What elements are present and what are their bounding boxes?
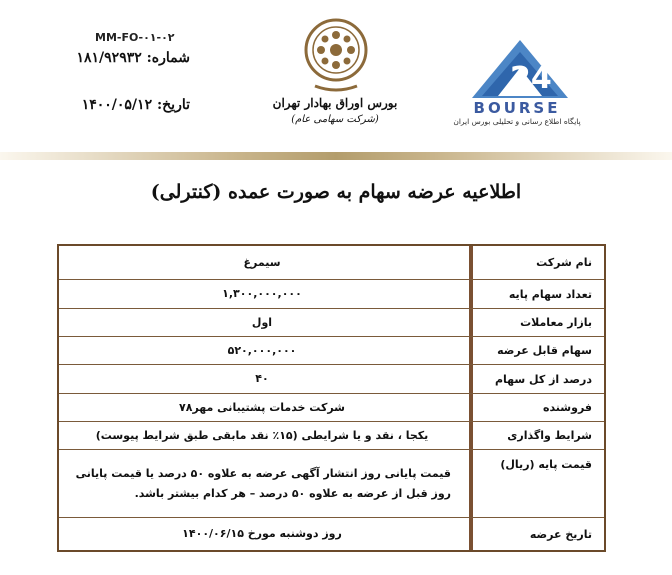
row-label: تعداد سهام پایه bbox=[469, 280, 604, 308]
row-value: سیمرغ bbox=[243, 255, 281, 269]
row-label: درصد از کل سهام bbox=[469, 365, 604, 393]
row-value: اول bbox=[251, 315, 273, 329]
row-label: فروشنده bbox=[469, 394, 604, 421]
tse-emblem-icon bbox=[303, 14, 369, 102]
row-label: شرایط واگذاری bbox=[469, 422, 604, 449]
letter-header bbox=[0, 0, 672, 160]
offering-details-table bbox=[57, 244, 606, 552]
row-value: ۱,۳۰۰,۰۰۰,۰۰۰ bbox=[222, 287, 302, 300]
row-label: قیمت پایه (ریال) bbox=[469, 450, 604, 517]
table-row bbox=[59, 422, 604, 450]
row-value: روز دوشنبه مورخ ۱۴۰۰/۰۶/۱۵ bbox=[182, 527, 342, 540]
row-value: ۵۲۰,۰۰۰,۰۰۰ bbox=[227, 343, 297, 357]
table-row bbox=[59, 280, 604, 309]
reference-number: شماره: ۱۸۱/۹۲۹۳۲ bbox=[76, 50, 190, 66]
exchange-name: بورس اوراق بهادار تهران bbox=[272, 96, 398, 110]
row-label: بازار معاملات bbox=[469, 309, 604, 336]
letter-date: تاریخ: ۱۴۰۰/۰۵/۱۲ bbox=[81, 97, 190, 113]
bourse-wordmark: BOURSE bbox=[473, 99, 561, 117]
row-label: نام شرکت bbox=[469, 246, 604, 279]
row-value: قیمت پایانی روز انتشار آگهی عرضه به علاوه ۵۰ درصد یا قیمت پایانی روز قبل از عرضه به علاوه ۵۰ درصد – هر کدام بیشتر باشد. bbox=[75, 466, 451, 500]
row-label: سهام قابل عرضه bbox=[469, 337, 604, 364]
row-value: یکجا ، نقد و یا شرایطی (۱۵٪ نقد مابقی طبق شرایط پیوست) bbox=[95, 428, 429, 442]
table-row bbox=[59, 450, 604, 518]
row-label: تاریخ عرضه bbox=[469, 518, 604, 550]
row-value: ۴۰ bbox=[255, 372, 269, 385]
row-value: شرکت خدمات پشتیبانی مهر۷۸ bbox=[179, 400, 346, 414]
svg-text:24: 24 bbox=[510, 61, 552, 96]
header-divider bbox=[0, 152, 672, 160]
table-row bbox=[59, 246, 604, 280]
table-row bbox=[59, 394, 604, 422]
bourse-subtitle: پایگاه اطلاع رسانی و تحلیلی بورس ایران bbox=[453, 117, 581, 126]
table-row bbox=[59, 518, 604, 550]
table-row bbox=[59, 365, 604, 394]
table-row bbox=[59, 309, 604, 337]
form-code: MM-FO-۰۱-۰۲ bbox=[95, 31, 175, 44]
exchange-type: (شرکت سهامی عام) bbox=[291, 114, 379, 125]
table-row bbox=[59, 337, 604, 365]
document-title: اطلاعیه عرضه سهام به صورت عمده (کنترلی) bbox=[150, 181, 522, 203]
